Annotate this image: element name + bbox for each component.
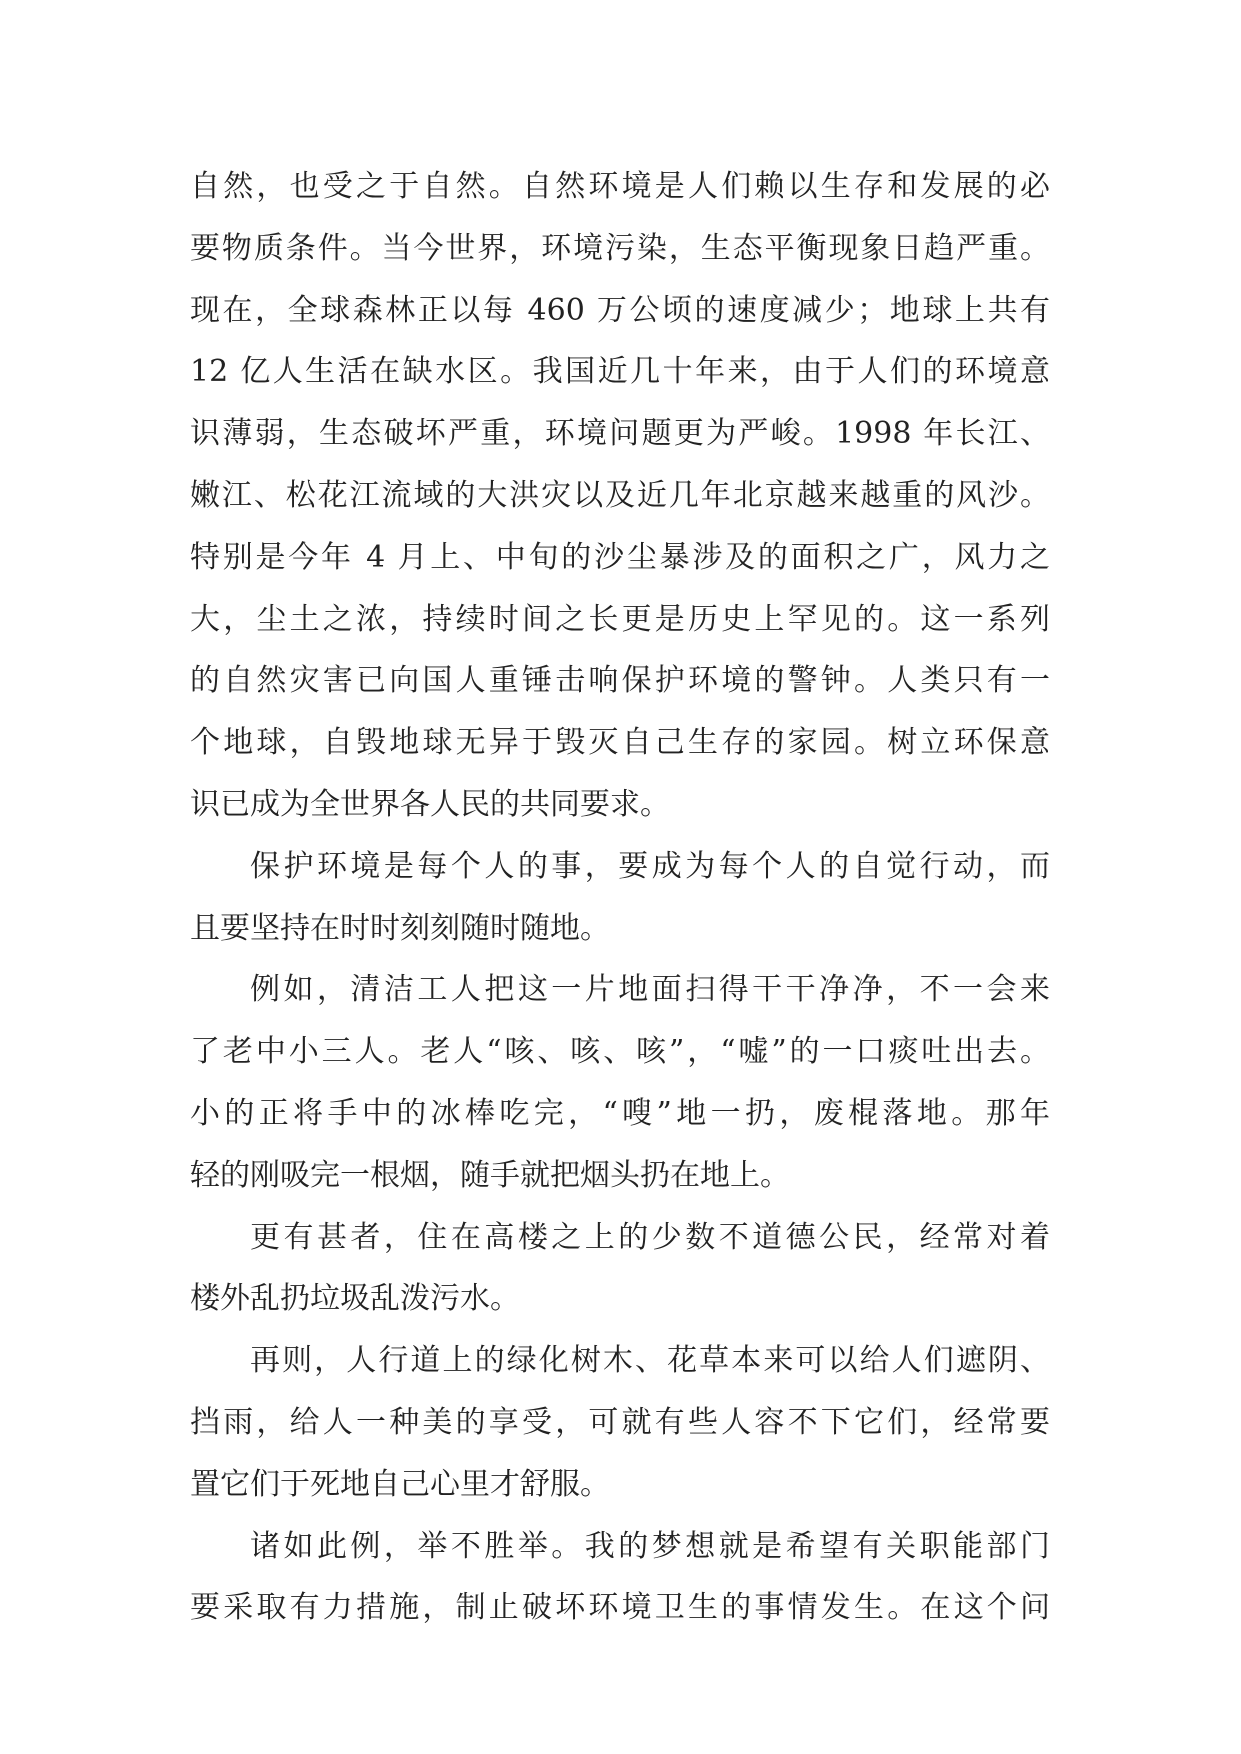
text-line: 且要坚持在时时刻刻随时随地。 (190, 910, 610, 946)
text-line: 再则，人行道上的绿化树木、花草本来可以给人们遮阴、 (250, 1343, 1050, 1379)
text-line: 识已成为全世界各人民的共同要求。 (190, 786, 670, 822)
text-line: 小的正将手中的冰棒吃完，“嗖”地一扔，废棍落地。那年 (190, 1095, 1050, 1131)
text-line: 要采取有力措施，制止破坏环境卫生的事情发生。在这个问 (190, 1590, 1050, 1626)
text-line: 要物质条件。当今世界，环境污染，生态平衡现象日趋严重。 (190, 230, 1050, 266)
text-line: 例如，清洁工人把这一片地面扫得干干净净，不一会来 (250, 972, 1050, 1008)
text-line: 楼外乱扔垃圾乱泼污水。 (190, 1281, 520, 1317)
text-line: 更有甚者，住在高楼之上的少数不道德公民，经常对着 (250, 1219, 1050, 1255)
text-line: 保护环境是每个人的事，要成为每个人的自觉行动，而 (250, 848, 1050, 884)
body-text (190, 156, 1050, 1639)
text-line: 个地球，自毁地球无异于毁灭自己生存的家园。树立环保意 (190, 725, 1050, 761)
text-line: 自然，也受之于自然。自然环境是人们赖以生存和发展的必 (190, 169, 1050, 204)
text-line: 了老中小三人。老人“咳、咳、咳”，“嘘”的一口痰吐出去。 (190, 1034, 1050, 1070)
text-line: 诸如此例，举不胜举。我的梦想就是希望有关职能部门 (250, 1528, 1050, 1564)
text-line: 挡雨，给人一种美的享受，可就有些人容不下它们，经常要 (190, 1404, 1050, 1440)
text-line: 置它们于死地自己心里才舒服。 (190, 1466, 610, 1502)
text-line: 12 亿人生活在缺水区。我国近几十年来，由于人们的环境意 (190, 354, 1050, 390)
text-line: 特别是今年 4 月上、中旬的沙尘暴涉及的面积之广，风力之 (190, 539, 1050, 575)
text-line: 大，尘土之浓，持续时间之长更是历史上罕见的。这一系列 (190, 601, 1050, 637)
text-line: 嫩江、松花江流域的大洪灾以及近几年北京越来越重的风沙。 (190, 477, 1050, 513)
text-line: 的自然灾害已向国人重锤击响保护环境的警钟。人类只有一 (190, 663, 1050, 699)
text-line: 识薄弱，生态破坏严重，环境问题更为严峻。1998 年长江、 (190, 416, 1050, 452)
text-line: 轻的刚吸完一根烟，随手就把烟头扔在地上。 (190, 1157, 790, 1193)
text-line: 现在，全球森林正以每 460 万公顷的速度减少；地球上共有 (190, 292, 1050, 328)
